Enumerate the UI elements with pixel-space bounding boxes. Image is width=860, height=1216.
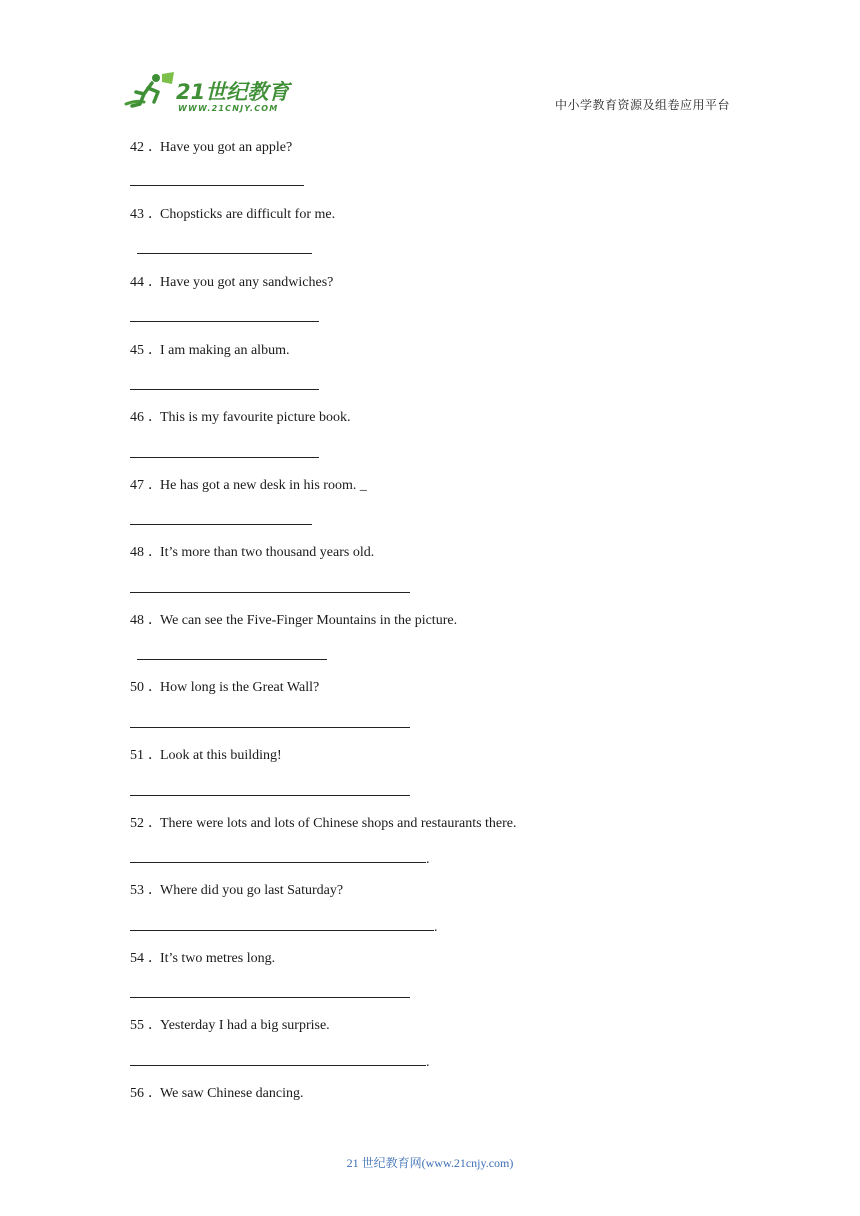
answer-line-44[interactable]: [130, 321, 319, 322]
answer-line-50[interactable]: [130, 727, 410, 728]
question-text: There were lots and lots of Chinese shops and restaurants there.: [160, 816, 517, 831]
answer-line-52[interactable]: [130, 862, 426, 863]
answer-line-53[interactable]: [130, 930, 434, 931]
question-text: Have you got any sandwiches?: [160, 275, 334, 290]
question-text: This is my favourite picture book.: [160, 410, 351, 425]
question-text: Where did you go last Saturday?: [160, 883, 344, 898]
question-47: 47 ．He has got a new desk in his room. _: [130, 478, 367, 493]
question-48a: 48 ．It’s more than two thousand years old.: [130, 545, 375, 560]
question-44: 44 ．Have you got any sandwiches?: [130, 275, 334, 290]
answer-line-54[interactable]: [130, 997, 410, 998]
question-text: It’s more than two thousand years old.: [160, 545, 375, 560]
answer-period: .: [434, 920, 438, 935]
platform-tagline: 中小学教育资源及组卷应用平台: [554, 98, 730, 112]
question-text: We saw Chinese dancing.: [160, 1086, 304, 1101]
site-logo: [122, 70, 292, 114]
question-number: 44: [130, 275, 144, 290]
question-52: 52 ．There were lots and lots of Chinese shops and restaurants there.: [130, 816, 517, 831]
question-46: 46 ．This is my favourite picture book.: [130, 410, 351, 425]
question-51: 51 ．Look at this building!: [130, 748, 282, 763]
question-53: 53 ．Where did you go last Saturday?: [130, 883, 344, 898]
answer-line-45[interactable]: [130, 389, 319, 390]
logo-title: 21世纪教育: [176, 80, 290, 104]
logo-url: WWW.21CNJY.COM: [178, 104, 279, 113]
page-footer[interactable]: 21 世纪教育网(www.21cnjy.com): [346, 1156, 514, 1170]
question-number: 46: [130, 410, 144, 425]
question-text: It’s two metres long.: [160, 951, 276, 966]
answer-line-47[interactable]: [130, 524, 312, 525]
question-text: We can see the Five-Finger Mountains in the picture.: [160, 613, 458, 628]
question-text: I am making an album.: [160, 343, 290, 358]
question-number: 48: [130, 613, 144, 628]
question-43: 43 ．Chopsticks are difficult for me.: [130, 207, 336, 222]
question-number: 51: [130, 748, 144, 763]
question-text: How long is the Great Wall?: [160, 680, 320, 695]
answer-line-55[interactable]: [130, 1065, 426, 1066]
question-number: 50: [130, 680, 144, 695]
question-48b: 48 ．We can see the Five-Finger Mountains in the picture.: [130, 613, 458, 628]
question-56: 56 ．We saw Chinese dancing.: [130, 1086, 304, 1101]
answer-line-46[interactable]: [130, 457, 319, 458]
question-55: 55 ．Yesterday I had a big surprise.: [130, 1018, 330, 1033]
question-number: 56: [130, 1086, 144, 1101]
question-text: Have you got an apple?: [160, 140, 293, 155]
question-text: He has got a new desk in his room. _: [160, 478, 367, 493]
question-number: 42: [130, 140, 144, 155]
question-text: Look at this building!: [160, 748, 282, 763]
question-45: 45 ．I am making an album.: [130, 343, 290, 358]
answer-line-51[interactable]: [130, 795, 410, 796]
answer-line-42[interactable]: [130, 185, 304, 186]
question-number: 54: [130, 951, 144, 966]
question-number: 47: [130, 478, 144, 493]
question-number: 53: [130, 883, 144, 898]
answer-line-48a[interactable]: [130, 592, 410, 593]
question-42: 42 ．Have you got an apple?: [130, 140, 293, 155]
question-54: 54 ．It’s two metres long.: [130, 951, 276, 966]
question-number: 52: [130, 816, 144, 831]
question-number: 48: [130, 545, 144, 560]
question-50: 50 ．How long is the Great Wall?: [130, 680, 320, 695]
question-text: Chopsticks are difficult for me.: [160, 207, 336, 222]
question-number: 55: [130, 1018, 144, 1033]
answer-period: .: [426, 1055, 430, 1070]
answer-line-48b[interactable]: [137, 659, 327, 660]
question-number: 45: [130, 343, 144, 358]
runner-icon: [126, 72, 174, 106]
question-text: Yesterday I had a big surprise.: [160, 1018, 330, 1033]
answer-period: .: [426, 852, 430, 867]
answer-line-43[interactable]: [137, 253, 312, 254]
question-number: 43: [130, 207, 144, 222]
